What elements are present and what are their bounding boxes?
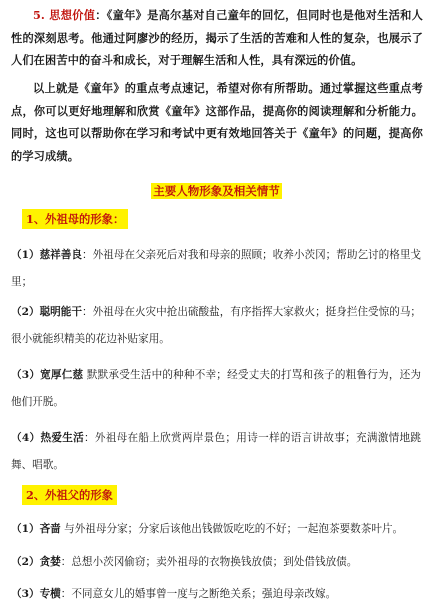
grandfather-item-2 <box>11 549 421 576</box>
grandmother-item-4 <box>11 425 421 479</box>
item-label: 聪明能干 <box>39 306 82 318</box>
grandfather-item-3 <box>11 581 421 608</box>
item-number: （1） <box>11 249 40 261</box>
item-text: ：总想小茨冈偷窃；卖外祖母的衣物换钱放债；到处借钱放债。 <box>60 556 358 568</box>
item-label: 慈祥善良 <box>39 249 82 261</box>
item-number: （4） <box>11 432 41 444</box>
grandfather-item-1 <box>11 516 421 543</box>
grandmother-item-1 <box>11 242 421 296</box>
item-text: ：外祖母在父亲死后对我和母亲的照顾；收养小茨冈；帮助乞讨的格里戈里； <box>11 249 422 288</box>
point-label: 思想价值 <box>49 8 96 22</box>
grandmother-item-3 <box>11 362 421 416</box>
point-number: 5. <box>33 8 45 22</box>
item-text: 默默承受生活中的种种不幸；经受丈夫的打骂和孩子的粗鲁行为，还为他们开脱。 <box>11 369 422 408</box>
grandmother-item-2 <box>11 299 421 353</box>
item-label: 专横 <box>39 588 61 600</box>
point-text: ：《童年》是高尔基对自己童年的回忆，但同时也是他对生活和人性的深刻思考。他通过阿廖沙的经历，揭示了生活的苦难和人性的复杂，也展示了人们在困苦中的奋斗和成长，对于理解生活和人性，具有深远的价值。 <box>11 8 423 67</box>
intro-point-5 <box>11 4 423 72</box>
summary-paragraph: 以上就是《童年》的重点考点速记，希望对你有所帮助。通过掌握这些重点考点，你可以更好地理解和欣赏《童年》这部作品，提高你的阅读理解和分析能力。同时，这也可以帮助你在学习和考试中更有效地回答关于《童年》的问题，提高你的学习成绩。 <box>11 81 423 163</box>
grandfather-heading: 2、外祖父的形象 <box>22 485 117 505</box>
item-text: ：不同意女儿的婚事曾一度与之断绝关系；强迫母亲改嫁。 <box>60 588 337 600</box>
item-label: 热爱生活 <box>40 432 84 444</box>
item-text: ：外祖母在火灾中抢出硫酸盐，有序指挥大家救火；挺身拦住受惊的马；很小就能织精美的花边补贴家用。 <box>11 306 422 345</box>
item-number: （3） <box>11 369 41 381</box>
item-text: 与外祖母分家；分家后该他出钱做饭吃吃的不好；一起泡茶要数茶叶片。 <box>60 523 404 535</box>
item-number: （2） <box>11 556 40 568</box>
section-title <box>0 183 433 199</box>
item-label: 吝啬 <box>39 523 61 535</box>
grandmother-heading: 1、外祖母的形象： <box>22 209 128 229</box>
item-number: （1） <box>11 523 40 535</box>
item-label: 贪婪 <box>39 556 61 568</box>
item-text: ：外祖母在船上欣赏两岸景色；用诗一样的语言讲故事；充满激情地跳舞、唱歌。 <box>11 432 422 471</box>
item-number: （2） <box>11 306 40 318</box>
item-label: 宽厚仁慈 <box>40 369 84 381</box>
section-title-text: 主要人物形象及相关情节 <box>153 184 280 198</box>
item-number: （3） <box>11 588 40 600</box>
